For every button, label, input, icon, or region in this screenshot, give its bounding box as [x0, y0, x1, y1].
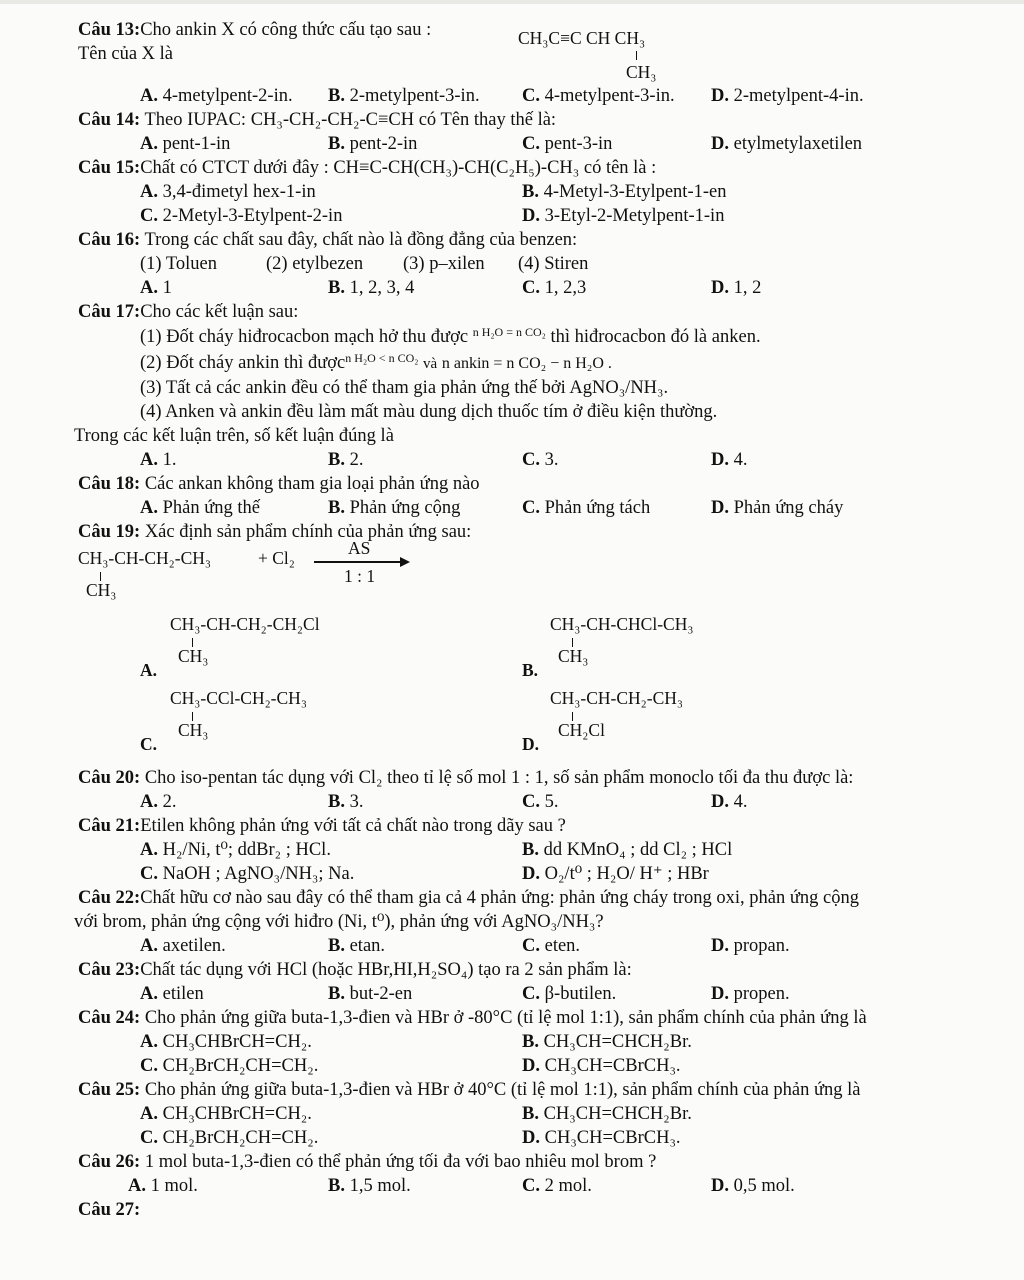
option-b[interactable]: B. 1,5 mol. — [328, 1176, 411, 1196]
option-d-formula: CH₃-CH-CH₂-CH₃ — [550, 688, 684, 708]
option-c[interactable]: C. eten. — [522, 936, 581, 956]
question-19-text: Xác định sản phẩm chính của phản ứng sau: — [144, 522, 472, 542]
question-22-options — [78, 934, 1008, 958]
option-c[interactable]: C. 4-metylpent-3-in. — [522, 86, 675, 106]
option-c[interactable]: C. NaOH ; AgNO₃/NH₃; Na. — [140, 864, 355, 884]
condition-top: AS — [348, 538, 371, 558]
question-13-options — [78, 84, 1008, 108]
question-18: Câu 18: Các ankan không tham gia loại phản ứng nào — [78, 474, 480, 494]
option-a[interactable]: A. etilen — [140, 984, 204, 1004]
question-21: Câu 21:Etilen không phản ứng với tất cả chất nào trong dãy sau ? — [78, 816, 566, 836]
question-20: Câu 20: Cho iso-pentan tác dụng với Cl₂ theo tỉ lệ số mol 1 : 1, số sản phẩm monoclo tối đa thu được là: — [78, 768, 854, 788]
option-d[interactable]: D. etylmetylaxetilen — [711, 134, 863, 154]
question-21-options-row1 — [78, 838, 1008, 862]
option-d[interactable]: D. propen. — [711, 984, 790, 1004]
option-c-formula: CH₃-CCl-CH₂-CH₃ — [170, 688, 307, 708]
option-b[interactable]: B. 1, 2, 3, 4 — [328, 278, 415, 298]
option-a[interactable]: A. 3,4-đimetyl hex-1-in — [140, 182, 316, 202]
option-b[interactable]: B. CH₃CH=CHCH₂Br. — [522, 1104, 692, 1124]
option-a[interactable]: A. axetilen. — [140, 936, 226, 956]
question-13-number: Câu 13: — [78, 20, 141, 40]
question-16-text: Trong các chất sau đây, chất nào là đồng đẳng của benzen: — [144, 230, 578, 250]
question-22: Câu 22:Chất hữu cơ nào sau đây có thể tham gia cả 4 phản ứng: phản ứng cháy trong oxi, phản ứng cộng — [78, 888, 859, 908]
option-b-branch: CH₃ — [558, 646, 589, 666]
question-13-branch: CH₃ — [626, 62, 657, 82]
option-a[interactable]: A. CH₃CHBrCH=CH₂. — [140, 1032, 312, 1052]
question-22-text2: với brom, phản ứng cộng với hiđro (Ni, t⁰), phản ứng với AgNO₃/NH₃? — [74, 912, 604, 932]
option-c[interactable]: C. β-butilen. — [522, 984, 617, 1004]
option-c[interactable]: C. 1, 2,3 — [522, 278, 587, 298]
statement-4: (4) Anken và ankin đều làm mất màu dung dịch thuốc tím ở điều kiện thường. — [140, 402, 718, 422]
question-24-text: Cho phản ứng giữa buta-1,3-đien và HBr ở -80°C (tỉ lệ mol 1:1), sản phẩm chính của phản ứng là — [144, 1008, 867, 1028]
option-d[interactable]: D. 0,5 mol. — [711, 1176, 795, 1196]
question-23-text: Chất tác dụng với HCl (hoặc HBr,HI,H₂SO₄) tạo ra 2 sản phẩm là: — [140, 960, 632, 980]
item-1: (1) Toluen — [140, 254, 217, 274]
question-15-text: Chất có CTCT dưới đây : CH≡C-CH(CH₃)-CH(C₂H₅)-CH₃ có tên là : — [140, 158, 657, 178]
option-a[interactable]: A. Phản ứng thế — [140, 498, 261, 518]
option-a-formula: CH₃-CH-CH₂-CH₂Cl — [170, 614, 320, 634]
statement-1: (1) Đốt cháy hiđrocacbon mạch hở thu được $^{n H_2O = n CO_2}$ thì hiđrocacbon đó là anken. — [140, 325, 761, 347]
option-d[interactable]: D. CH₃CH=CBrCH₃. — [522, 1128, 681, 1148]
question-21-options-row2 — [78, 862, 1008, 886]
option-b[interactable]: B. Phản ứng cộng — [328, 498, 461, 518]
question-19: Câu 19: Xác định sản phẩm chính của phản ứng sau: — [78, 522, 472, 542]
question-20-text: Cho iso-pentan tác dụng với Cl₂ theo tỉ lệ số mol 1 : 1, số sản phẩm monoclo tối đa thu được là: — [144, 768, 854, 788]
item-4: (4) Stiren — [518, 254, 589, 274]
option-a[interactable]: A. 1 — [140, 278, 172, 298]
question-25-text: Cho phản ứng giữa buta-1,3-đien và HBr ở 40°C (tỉ lệ mol 1:1), sản phẩm chính của phản ứng là — [144, 1080, 861, 1100]
question-17-text: Cho các kết luận sau: — [140, 302, 299, 322]
option-c[interactable]: C. 5. — [522, 792, 559, 812]
option-d[interactable]: D. 2-metylpent-4-in. — [711, 86, 864, 106]
question-22-text: Chất hữu cơ nào sau đây có thể tham gia cả 4 phản ứng: phản ứng cháy trong oxi, phản ứng cộng — [140, 888, 859, 908]
statement-1-equation: n H₂O = n CO₂ — [472, 325, 546, 339]
question-16-options — [78, 276, 1008, 300]
statement-3: (3) Tất cả các ankin đều có thể tham gia phản ứng thế bởi AgNO₃/NH₃. — [140, 378, 669, 398]
question-14-options — [78, 132, 1008, 156]
option-b[interactable]: B. dd KMnO₄ ; dd Cl₂ ; HCl — [522, 840, 733, 860]
option-b[interactable]: B. pent-2-in — [328, 134, 418, 154]
option-d[interactable]: D. 3-Etyl-2-Metylpent-1-in — [522, 206, 725, 226]
option-c-branch: CH₃ — [178, 720, 209, 740]
option-a-label[interactable]: A. — [140, 660, 158, 680]
option-b-formula: CH₃-CH-CHCl-CH₃ — [550, 614, 694, 634]
option-c[interactable]: C. CH₂BrCH₂CH=CH₂. — [140, 1128, 319, 1148]
option-d-label[interactable]: D. — [522, 734, 540, 754]
top-border — [0, 0, 1024, 4]
option-a[interactable]: A. 1 mol. — [128, 1176, 198, 1196]
option-d[interactable]: D. 4. — [711, 792, 748, 812]
question-15-options-row1 — [78, 180, 1008, 204]
option-a[interactable]: A. H₂/Ni, t⁰; ddBr₂ ; HCl. — [140, 840, 331, 860]
question-14: Câu 14: Theo IUPAC: CH₃-CH₂-CH₂-C≡CH có Tên thay thế là: — [78, 110, 557, 130]
question-13-text2: Tên của X là — [78, 44, 174, 64]
question-25-options-row1 — [78, 1102, 1008, 1126]
question-17-options — [78, 448, 1008, 472]
item-2: (2) etylbezen — [266, 254, 364, 274]
option-d[interactable]: D. 1, 2 — [711, 278, 762, 298]
question-13-formula: CH₃C≡C CH CH₃ — [518, 28, 646, 48]
reactant-branch: CH₃ — [86, 580, 117, 600]
question-19-reaction-block — [78, 538, 1008, 766]
question-24-options-row2 — [78, 1054, 1008, 1078]
option-b[interactable]: B. 3. — [328, 792, 364, 812]
question-16-items — [78, 252, 1008, 276]
option-d-branch: CH₂Cl — [558, 720, 605, 740]
option-d[interactable]: D. Phản ứng cháy — [711, 498, 844, 518]
option-d[interactable]: D. 4. — [711, 450, 748, 470]
question-13-text: Cho ankin X có công thức cấu tạo sau : — [140, 20, 432, 40]
option-c-label[interactable]: C. — [140, 734, 158, 754]
question-14-text: Theo IUPAC: CH₃-CH₂-CH₂-C≡CH có Tên thay thế là: — [144, 110, 557, 130]
option-b-label[interactable]: B. — [522, 660, 539, 680]
question-13 — [78, 18, 1008, 84]
option-a[interactable]: A. 4-metylpent-2-in. — [140, 86, 293, 106]
option-c[interactable]: C. CH₂BrCH₂CH=CH₂. — [140, 1056, 319, 1076]
option-b[interactable]: B. etan. — [328, 936, 386, 956]
question-23-options — [78, 982, 1008, 1006]
option-b[interactable]: B. 2-metylpent-3-in. — [328, 86, 480, 106]
option-b[interactable]: B. 2. — [328, 450, 364, 470]
question-24: Câu 24: Cho phản ứng giữa buta-1,3-đien và HBr ở -80°C (tỉ lệ mol 1:1), sản phẩm chính của phản ứng là — [78, 1008, 867, 1028]
statement-2-equation-1: n H₂O < n CO₂ — [345, 351, 419, 365]
option-a-branch: CH₃ — [178, 646, 209, 666]
question-26: Câu 26: 1 mol buta-1,3-đien có thể phản ứng tối đa với bao nhiêu mol brom ? — [78, 1152, 657, 1172]
question-21-text: Etilen không phản ứng với tất cả chất nào trong dãy sau ? — [140, 816, 566, 836]
question-15-options-row2 — [78, 204, 1008, 228]
option-c[interactable]: C. Phản ứng tách — [522, 498, 651, 518]
reagent: + Cl₂ — [258, 548, 295, 568]
question-26-text: 1 mol buta-1,3-đien có thể phản ứng tối đa với bao nhiêu mol brom ? — [144, 1152, 657, 1172]
option-c[interactable]: C. 2 mol. — [522, 1176, 592, 1196]
item-3: (3) p–xilen — [403, 254, 485, 274]
condition-bottom: 1 : 1 — [344, 566, 376, 586]
question-24-options-row1 — [78, 1030, 1008, 1054]
option-b[interactable]: B. 4-Metyl-3-Etylpent-1-en — [522, 182, 727, 202]
question-18-text: Các ankan không tham gia loại phản ứng nào — [144, 474, 480, 494]
question-13-branch-bond — [636, 51, 637, 60]
question-15: Câu 15:Chất có CTCT dưới đây : CH≡C-CH(CH₃)-CH(C₂H₅)-CH₃ có tên là : — [78, 158, 657, 178]
option-a[interactable]: A. 2. — [140, 792, 177, 812]
option-a[interactable]: A. 1. — [140, 450, 177, 470]
option-c[interactable]: C. 2-Metyl-3-Etylpent-2-in — [140, 206, 343, 226]
option-a[interactable]: A. CH₃CHBrCH=CH₂. — [140, 1104, 312, 1124]
statement-2: (2) Đốt cháy ankin thì được$^{n H_2O < n CO_2}$ và n ankin = n CO₂ − n H₂O . — [140, 351, 612, 373]
question-26-options — [78, 1174, 1008, 1198]
reactant-formula: CH₃-CH-CH₂-CH₃ — [78, 548, 212, 568]
option-d[interactable]: D. propan. — [711, 936, 790, 956]
option-c[interactable]: C. 3. — [522, 450, 559, 470]
question-18-options — [78, 496, 1008, 520]
question-23: Câu 23:Chất tác dụng với HCl (hoặc HBr,HI,H₂SO₄) tạo ra 2 sản phẩm là: — [78, 960, 632, 980]
reaction-arrow — [314, 561, 400, 563]
statement-2-equation-2: n ankin = n CO₂ − n H₂O . — [441, 355, 612, 372]
question-25: Câu 25: Cho phản ứng giữa buta-1,3-đien và HBr ở 40°C (tỉ lệ mol 1:1), sản phẩm chính của phản ứng là — [78, 1080, 861, 1100]
question-27: Câu 27: — [78, 1200, 141, 1220]
reaction-arrowhead — [400, 557, 410, 567]
question-17: Câu 17:Cho các kết luận sau: — [78, 302, 299, 322]
option-b[interactable]: B. but-2-en — [328, 984, 413, 1004]
question-20-options — [78, 790, 1008, 814]
exam-page — [74, 18, 1008, 1222]
option-b[interactable]: B. CH₃CH=CHCH₂Br. — [522, 1032, 692, 1052]
question-17-ask: Trong các kết luận trên, số kết luận đúng là — [74, 426, 394, 446]
option-a[interactable]: A. pent-1-in — [140, 134, 231, 154]
question-16: Câu 16: Trong các chất sau đây, chất nào là đồng đẳng của benzen: — [78, 230, 578, 250]
option-d[interactable]: D. CH₃CH=CBrCH₃. — [522, 1056, 681, 1076]
option-c[interactable]: C. pent-3-in — [522, 134, 613, 154]
question-25-options-row2 — [78, 1126, 1008, 1150]
option-d[interactable]: D. O₂/t⁰ ; H₂O/ H⁺ ; HBr — [522, 864, 709, 884]
